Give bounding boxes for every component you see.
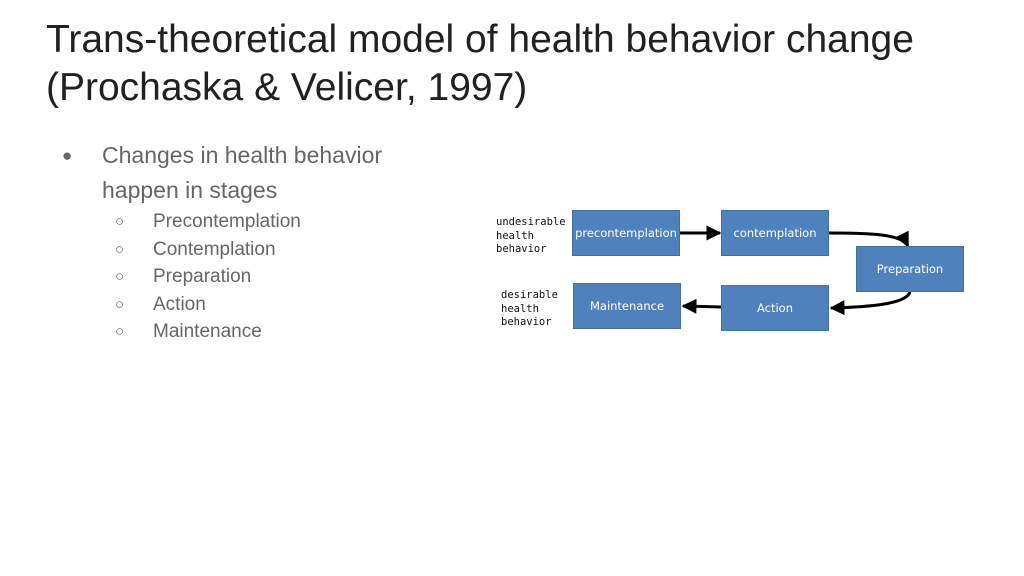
arrow-action-to-maintenance bbox=[683, 306, 722, 307]
stages-diagram bbox=[490, 200, 980, 350]
main-bullet bbox=[62, 138, 462, 208]
stage-box-preparation: Preparation bbox=[856, 246, 964, 292]
stage-box-precontemplation: precontemplation bbox=[572, 210, 680, 256]
sub-bullet-label: Preparation bbox=[153, 266, 252, 287]
stage-box-contemplation: contemplation bbox=[721, 210, 829, 256]
sub-bullet-label: Precontemplation bbox=[153, 211, 301, 232]
bullet-list bbox=[62, 138, 462, 346]
sub-bullet-contemplation bbox=[62, 236, 462, 264]
sub-bullet-label: Action bbox=[153, 293, 206, 315]
sub-bullet-circle-icon: ○ bbox=[115, 295, 125, 313]
sub-bullet-label: Maintenance bbox=[153, 321, 262, 342]
slide-title bbox=[46, 16, 1006, 112]
arrow-preparation-to-action bbox=[831, 292, 910, 308]
sub-bullet-label: Contemplation bbox=[153, 238, 276, 260]
sub-bullet-action bbox=[62, 291, 462, 319]
arrow-contemplation-to-preparation bbox=[828, 233, 908, 246]
sub-bullet-circle-icon: ○ bbox=[115, 323, 125, 340]
sub-bullet-list bbox=[62, 208, 462, 346]
sub-bullet-precontemplation bbox=[62, 208, 462, 236]
start-note: undesirable health behavior bbox=[496, 216, 566, 255]
sub-bullet-circle-icon: ○ bbox=[115, 213, 125, 230]
main-bullet-line-1: Changes in health behavior bbox=[102, 142, 383, 168]
stage-box-maintenance: Maintenance bbox=[573, 283, 681, 329]
end-note: desirable health behavior bbox=[501, 289, 558, 328]
sub-bullet-preparation bbox=[62, 263, 462, 291]
sub-bullet-circle-icon: ○ bbox=[115, 268, 125, 285]
sub-bullet-circle-icon: ○ bbox=[115, 240, 125, 258]
bullet-dot-icon: ● bbox=[62, 146, 73, 165]
main-bullet-line-2: happen in stages bbox=[102, 177, 278, 203]
slide-title-line-1: Trans-theoretical model of health behavior change bbox=[46, 18, 914, 61]
sub-bullet-maintenance bbox=[62, 318, 462, 346]
slide-title-line-2: (Prochaska & Velicer, 1997) bbox=[46, 66, 528, 109]
stage-box-action: Action bbox=[721, 285, 829, 331]
